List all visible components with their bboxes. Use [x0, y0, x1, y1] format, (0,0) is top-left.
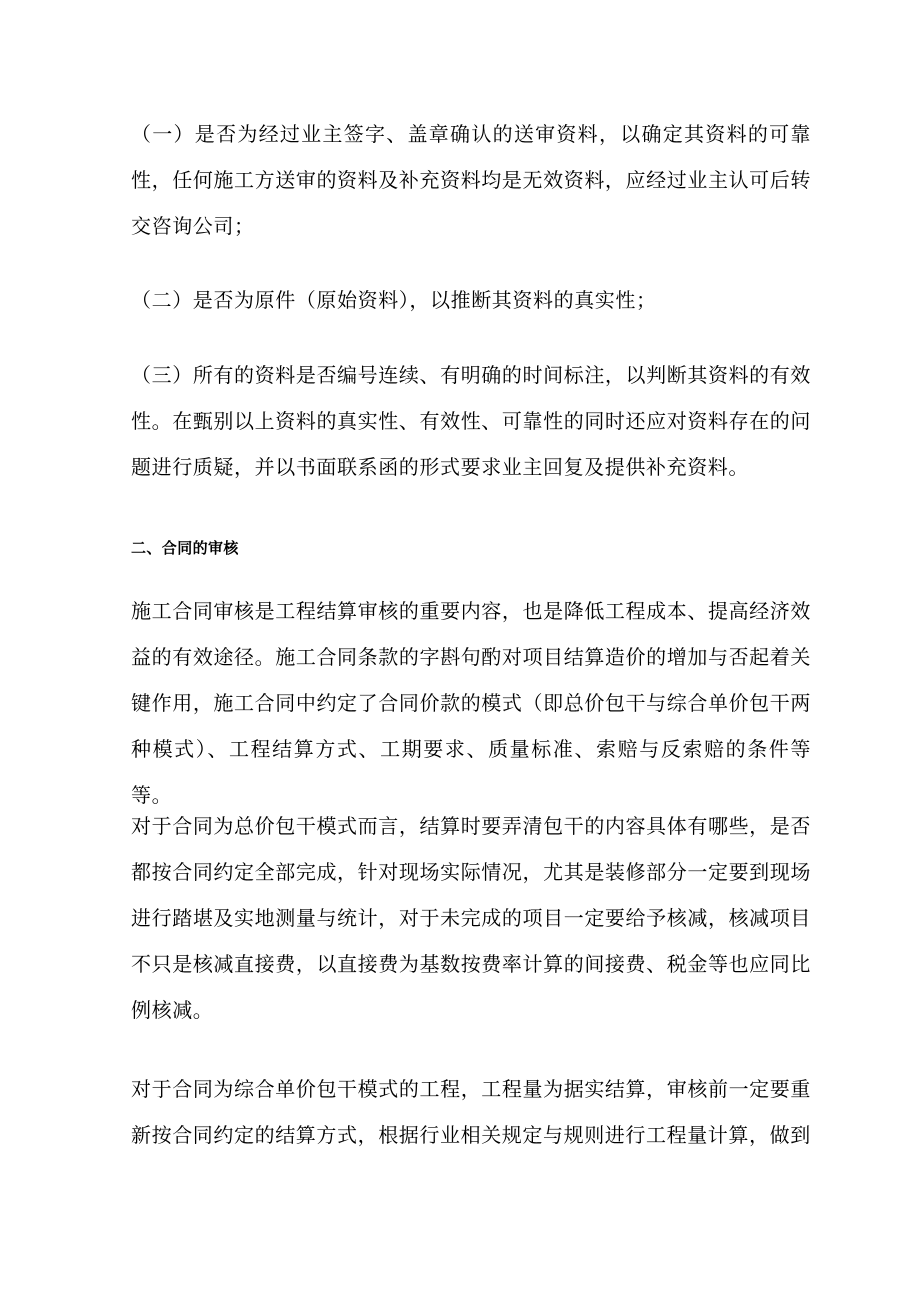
paragraph-item-2: （二）是否为原件（原始资料），以推断其资料的真实性；: [131, 288, 657, 312]
paragraph-lump-sum: 对于合同为总价包干模式而言，结算时要弄清包干的内容具体有哪些，是否都按合同约定全部完成，针对现场实际情况，尤其是装修部分一定要到现场进行踏堪及实地测量与统计，对于未完成的项目一定要给予核减，核减项目不只是核减直接费，以直接费为基数按费率计算的间接费、税金等也应同比例核减。: [131, 814, 811, 1022]
paragraph-item-1: （一）是否为经过业主签字、盖章确认的送审资料，以确定其资料的可靠性，任何施工方送审的资料及补充资料均是无效资料，应经过业主认可后转交咨询公司；: [131, 122, 811, 238]
paragraph-contract-review: 施工合同审核是工程结算审核的重要内容，也是降低工程成本、提高经济效益的有效途径。施工合同条款的字斟句酌对项目结算造价的增加与否起着关键作用，施工合同中约定了合同价款的模式（即总价包干与综合单价包干两种模式）、工程结算方式、工期要求、质量标准、索赔与反索赔的条件等等。: [131, 599, 811, 807]
paragraph-item-3: （三）所有的资料是否编号连续、有明确的时间标注，以判断其资料的有效性。在甄别以上资料的真实性、有效性、可靠性的同时还应对资料存在的问题进行质疑，并以书面联系函的形式要求业主回复及提供补充资料。: [131, 363, 811, 479]
section-heading: 二、合同的审核: [131, 539, 239, 557]
paragraph-unit-price: 对于合同为综合单价包干模式的工程，工程量为据实结算，审核前一定要重新按合同约定的结算方式，根据行业相关规定与规则进行工程量计算，做到: [131, 1077, 811, 1147]
